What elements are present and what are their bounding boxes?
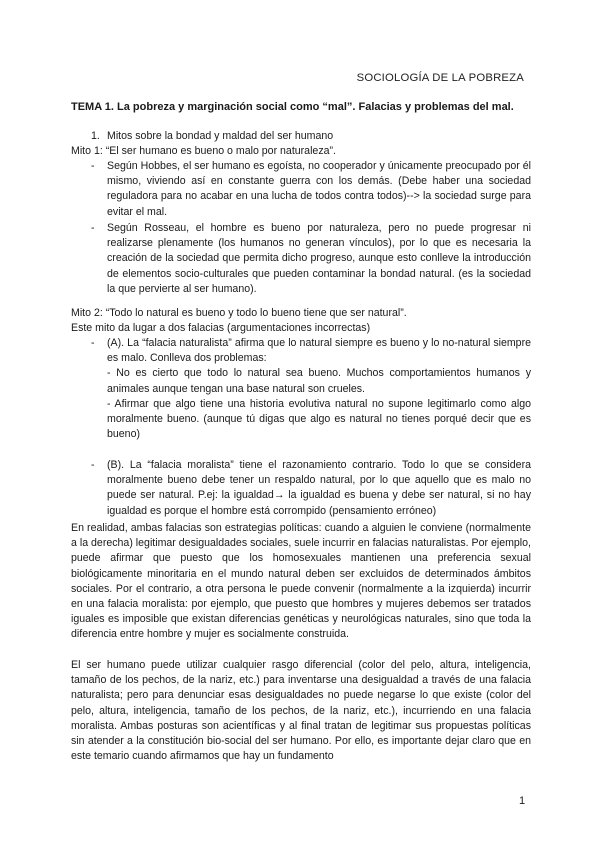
bullet-dash: - [91,459,95,471]
section-number: 1. [91,130,100,142]
mito2-intro: Este mito da lugar a dos falacias (argumentaciones incorrectas) [71,322,371,334]
bullet-dash: - [91,222,95,234]
page-title: TEMA 1. La pobreza y marginación social como “mal”. Falacias y problemas del mal. [71,101,514,113]
bullet-dash: - [91,160,95,172]
bullet-dash: - [91,337,95,349]
mito2-label: Mito 2: “Todo lo natural es bueno y todo lo bueno tiene que ser natural”. [71,307,407,319]
rosseau-bullet: Según Rosseau, el hombre es bueno por naturaleza, pero no puede progresar ni realizarse plenamente (los humanos no generan vínculos), por lo que es necesaria la creación de la sociedad que permita dicho progreso, aunque esto conlleve la introducción de elementos socio-culturales que pueden contaminar la bondad natural. (es la sociedad la que pervierte al ser humano). [107,222,531,295]
paragraph-politicas: En realidad, ambas falacias son estrategias políticas: cuando a alguien le conviene (normalmente a la derecha) legitimar desigualdades sociales, suele incurrir en falacias naturalistas. Por ejemplo, puede afirmar que puesto que los homosexuales mantienen una preferencia sexual biológicamente minoritaria en el mundo natural deben ser excluidos de determinados ámbitos sociales. Por el contrario, a otra persona le puede convenir (normalmente a la izquierda) incurrir en una falacia moralista: por ejemplo, que puesto que hombres y mujeres debemos ser tratados iguales es imposible que existan diferencias genéticas y neurológicas naturales, sino que toda la diferencia entre hombre y mujer es socialmente construida. [71,522,531,641]
page-number: 1 [519,795,526,807]
naturalista-problem-2: - Afirmar que algo tiene una historia evolutiva natural no supone legitimarlo como algo moralmente bueno. (aunque tú digas que algo es natural no tienes porqué decir que es bueno) [107,397,531,441]
bullet-falacia-moralista: (B). La “falacia moralista” tiene el razonamiento contrario. Todo lo que se considera moralmente bueno debe tener un respaldo natural, por lo que aquello que es malo no puede ser natural. P.ej: la igualdad→ la igualdad es buena y debe ser natural, si no hay igualdad es porque el hombre está corrompido (pensamiento erróneo) [107,459,531,517]
paragraph-rasgo-diferencial: El ser humano puede utilizar cualquier rasgo diferencial (color del pelo, altura, inteligencia, tamaño de los pechos, de la nariz, etc.) para inventarse una desigualdad a través de una falacia naturalista; pero para denunciar esas desigualdades no puede negarse lo que existe (color del pelo, altura, inteligencia, tamaño de los pechos, de la nariz, etc.), incurriendo en una falacia moralista. Ambas posturas son acientíficas y al final tratan de legitimar sus propuestas políticas sin atender a la constitución bio-social del ser humano. Por ello, es importante dejar claro que en este temario cuando afirmamos que hay un fundamento [71,659,531,763]
running-header: SOCIOLOGÍA DE LA POBREZA [356,72,524,84]
section-heading: Mitos sobre la bondad y maldad del ser humano [107,130,334,142]
hobbes-bullet: Según Hobbes, el ser humano es egoísta, no cooperador y únicamente preocupado por él mismo, viviendo así en constante guerra con los demás. (Debe haber una sociedad reguladora para no acabar en una lucha de todos contra todos)--> la sociedad surge para evitar el mal. [107,160,531,218]
bullet-falacia-naturalista: (A). La “falacia naturalista” afirma que lo natural siempre es bueno y lo no-natural siempre es malo. Conlleva dos problemas: - No es cierto que todo lo natural sea bueno. Muchos comportamientos humanos y animales aunque tengan una base natural son crueles. - Afirmar que algo tiene una historia evolutiva natural no supone legitimarlo como algo moralmente bueno. (aunque tú digas que algo es natural no tienes porqué decir que es bueno) [107,336,531,442]
naturalista-problem-1: - No es cierto que todo lo natural sea bueno. Muchos comportamientos humanos y animales aunque tengan una base natural son crueles. [107,367,531,395]
mito1-label: Mito 1: “El ser humano es bueno o malo por naturaleza”. [71,145,336,157]
